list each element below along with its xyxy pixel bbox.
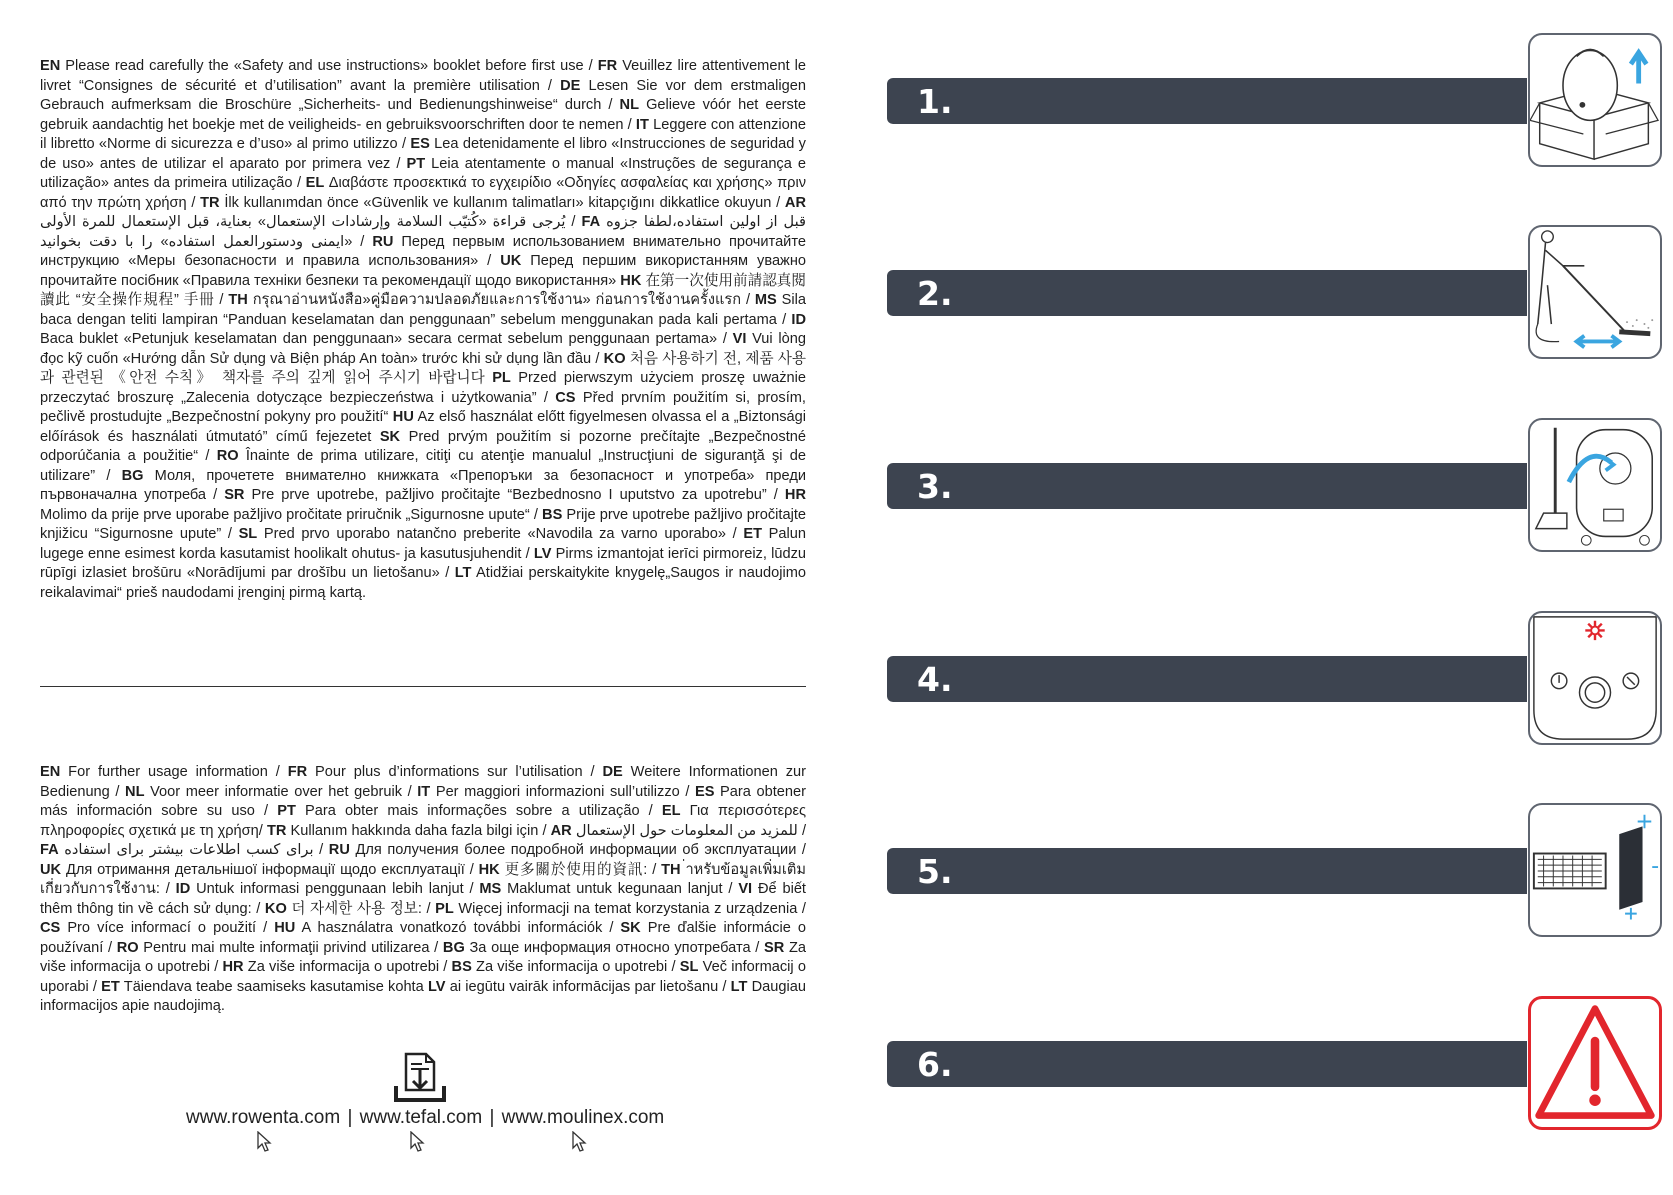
- language-code: RO: [216, 448, 239, 464]
- language-entry-ar: [551, 823, 806, 839]
- language-code: PL: [435, 900, 454, 917]
- language-code: SK: [379, 428, 401, 445]
- rowenta-link[interactable]: www.rowenta.com: [186, 1107, 341, 1128]
- language-text: Lea detenidamente el libro «Instrucciones de seguridad y de uso» antes de utilizar el aparato por primera vez /: [40, 136, 806, 172]
- language-entry-nl: [125, 784, 417, 800]
- language-code: BS: [451, 959, 472, 975]
- language-code: HK: [620, 272, 642, 289]
- language-text: Sila baca dengan teliti lampiran “Panduan keselamatan dan penggunaan” sebelum menggunakan pada kali pertama /: [40, 292, 806, 328]
- language-text: للمزيد من المعلومات حول الإستعمال /: [571, 822, 807, 839]
- language-code: BS: [542, 506, 563, 523]
- step-2-bar: [887, 270, 1527, 316]
- language-text: Înainte de prima utilizare, citiţi cu atenţie manualul „Instrucţiuni de siguranţă şi de utilizare” /: [40, 448, 806, 484]
- language-code: SR: [224, 487, 245, 503]
- language-text: Pirms izmantojat ierīci pirmoreiz, lūdzu rūpīgi izlasiet brošūru «Norādījumi par drošību un lietošanu» /: [40, 545, 806, 581]
- filter-cleaning-icon: [1528, 803, 1662, 937]
- language-code: ET: [101, 978, 120, 995]
- language-text: Atidžiai perskaitykite knygelę„Saugos ir naudojimo reikalavimai“ prieš naudodami įrenginį pirmą kartą.: [40, 565, 807, 601]
- language-text: Za više informacija o upotrebi /: [243, 959, 452, 975]
- language-text: Перед першим використанням уважно прочитайте посібник «Правила техніки безпеки та рекомендації щодо використання»: [40, 253, 806, 289]
- language-text: Untuk informasi penggunaan lebih lanjut /: [190, 881, 480, 897]
- language-code: EN: [40, 58, 61, 74]
- language-code: HU: [274, 920, 296, 936]
- language-code: ID: [175, 881, 191, 897]
- warning-triangle-icon: [1528, 996, 1662, 1130]
- language-code: FA: [581, 214, 601, 230]
- language-entry-hk: [479, 862, 662, 878]
- step-number: 4.: [917, 660, 953, 699]
- language-text: Vui lòng đọc kỹ cuốn «Hướng dẫn Sử dụng và Biện pháp An toàn» trước khi sử dụng lần đầu /: [40, 331, 806, 367]
- language-code: PT: [406, 155, 426, 172]
- language-code: UK: [500, 253, 522, 269]
- language-text: Για περισσότερες πληροφορίες σχετικά με τη χρήση/: [40, 803, 806, 839]
- language-code: EL: [305, 175, 325, 191]
- link-separator: |: [489, 1107, 495, 1128]
- language-text: Veuillez lire attentivement le livret “Consignes de sécurité et d’utilisation” avant la première utilisation /: [40, 58, 806, 94]
- language-code: VI: [738, 881, 753, 897]
- language-text: Więcej informacji na temat korzystania z urządzenia /: [453, 900, 806, 917]
- step-number: 3.: [917, 467, 953, 506]
- cursor-pointer-icon: [256, 1131, 272, 1153]
- language-code: BG: [121, 467, 144, 484]
- language-text: Za više informacija o upotrebi /: [40, 939, 806, 975]
- language-code: HR: [784, 487, 807, 503]
- language-code: FR: [287, 764, 308, 780]
- language-text: 처음 사용하기 전, 제품 사용과 관련된 《안전 수칙》 책자를 주의 깊게 읽어 주시기 바랍니다: [40, 350, 807, 386]
- language-entry-sr: [224, 487, 785, 503]
- language-text: Lesen Sie vor dem erstmaligen Gebrauch aufmerksam die Broschüre „Sicherheits- und Bedienungshinweise“ durch /: [40, 77, 806, 113]
- language-entry-bs: [452, 959, 680, 975]
- language-text: برای کسب اطلاعات بیشتر برای استفاده /: [58, 842, 329, 858]
- language-text: Para obter mais informações sobre a utilização /: [295, 803, 662, 819]
- language-text: Palun lugege enne esimest korda kasutamist hoolikalt ohutus- ja kasutusjuhendit /: [40, 526, 806, 562]
- language-code: BG: [442, 939, 465, 956]
- language-text: İlk kullanımdan önce «Güvenlik ve kullanım talimatları» kitapçığını dikkatlice okuyun /: [219, 194, 785, 211]
- language-entry-en: [40, 58, 598, 74]
- language-code: SK: [620, 920, 641, 936]
- language-text: Za više informacija o upotrebi /: [471, 959, 680, 975]
- language-code: CS: [555, 389, 576, 406]
- language-text: Διαβάστε προσεκτικά το εγχειρίδιο «Οδηγίες ασφαλείας και χρήσης» πριν από την πρώτη χρήση /: [40, 175, 806, 211]
- language-entry-th: [228, 292, 755, 308]
- language-text: Pre prve upotrebe, pažljivo pročitajte “Bezbednosno I uputstvo za upotrebu” /: [244, 487, 785, 503]
- language-code: CS: [40, 920, 61, 936]
- language-code: PT: [277, 803, 296, 819]
- language-code: LV: [533, 545, 552, 562]
- language-code: TR: [200, 194, 220, 211]
- step-5-bar: [887, 848, 1527, 894]
- language-code: NL: [619, 97, 639, 113]
- language-text: يُرجى قراءة «كُتيّب السلامة وإرشادات الإستعمال» بعناية، قبل الإستعمال للمرة الأولى /: [40, 214, 582, 230]
- language-entry-hu: [274, 920, 620, 936]
- language-code: RO: [116, 939, 139, 956]
- language-text: Pour plus d’informations sur l’utilisation /: [307, 764, 603, 780]
- language-code: NL: [125, 783, 145, 800]
- language-code: ID: [791, 311, 806, 328]
- language-text: Для получения более подробной информации об эксплуатации /: [349, 842, 806, 858]
- language-entry-pt: [277, 803, 662, 819]
- language-text: Leia atentamente o manual «Instruções de segurança e utilização» antes da primeira utilização /: [40, 155, 806, 191]
- language-code: VI: [732, 331, 747, 347]
- language-text: Daugiau informacijos apie naudojimą.: [40, 978, 806, 1014]
- language-code: LT: [454, 565, 472, 581]
- cursor-pointer-icon: [409, 1131, 425, 1153]
- language-code: HK: [478, 861, 500, 878]
- language-code: KO: [264, 900, 287, 917]
- language-entry-et: [101, 979, 428, 995]
- language-text: For further usage information /: [60, 764, 288, 780]
- language-text: Baca buklet «Petunjuk keselamatan dan penggunaan» secara cermat sebelum penggunaan pertama» /: [40, 331, 733, 347]
- language-code: PL: [492, 370, 511, 386]
- language-code: SL: [238, 526, 258, 542]
- language-entry-it: [417, 784, 695, 800]
- language-text: Před prvním použitím si, prosím, pečlivě prostudujte „Bezpečnostní pokyny pro použití“: [40, 389, 806, 425]
- tefal-link[interactable]: www.tefal.com: [359, 1107, 483, 1128]
- language-code: IT: [635, 116, 649, 133]
- language-text: 在第一次使用前請認真閱讀此 “安全操作規程” 手冊 /: [40, 272, 806, 308]
- language-code: TH: [661, 861, 681, 878]
- language-text: قبل از اولین استفاده،لطفا جزوه «ایمنی ودستورالعمل استفاده» را با دقت بخوانید /: [40, 214, 806, 250]
- language-text: Để biết thêm thông tin về cách sử dụng: /: [40, 881, 806, 917]
- language-text: Pro více informací o použití /: [60, 920, 275, 936]
- language-code: FA: [40, 842, 59, 858]
- language-code: LV: [427, 978, 446, 995]
- language-code: RU: [328, 842, 350, 858]
- language-text: Kullanım hakkında daha fazla bilgi için /: [286, 822, 551, 839]
- language-entry-lv: [428, 979, 731, 995]
- language-text: Перед первым использованием внимательно прочитайте инструкцию «Меры безопасности и правила использования» /: [40, 233, 806, 269]
- language-code: TH: [228, 292, 248, 308]
- language-text: Please read carefully the «Safety and use instructions» booklet before first use /: [60, 58, 598, 74]
- language-entry-en: [40, 764, 288, 780]
- vacuuming-person-icon: [1528, 225, 1662, 359]
- language-entry-uk: [40, 862, 479, 878]
- language-code: MS: [479, 881, 502, 897]
- language-entry-fr: [288, 764, 603, 780]
- language-entry-sl: [239, 526, 744, 542]
- language-code: EL: [661, 803, 681, 819]
- language-text: Az első használat előtt figyelmesen olvassa el a „Biztonsági előírások és használati útmutató” című fejezetet: [40, 409, 806, 445]
- website-links: [186, 1107, 686, 1129]
- step-3-bar: [887, 463, 1527, 509]
- language-code: LT: [730, 978, 748, 995]
- step-number: 6.: [917, 1045, 953, 1084]
- language-text: Gelieve vóór het eerste gebruik aandachtig het boekje met de veiligheids- en gebruiksvoorschriften door te nemen /: [40, 97, 806, 133]
- language-text: Pre ďalšie informácie o používaní /: [40, 920, 806, 956]
- language-entry-tr: [267, 823, 551, 839]
- language-text: Več informacij o uporabi /: [40, 959, 806, 995]
- language-entry-fa: [40, 842, 329, 858]
- language-text: Para obtener más información sobre su uso /: [40, 783, 806, 819]
- language-text: Molimo da prije prve uporabe pažljivo pročitate priručnik „Sigurnosne upute“ /: [40, 506, 543, 523]
- language-code: TR: [266, 822, 287, 839]
- language-text: Przed pierwszym użyciem proszę uważnie przeczytać broszurę „Zalecenia dotyczące bezpieczeństwa i użytkowania” /: [40, 370, 807, 406]
- moulinex-link[interactable]: www.moulinex.com: [501, 1107, 665, 1128]
- language-code: ET: [743, 526, 763, 542]
- language-text: Pentru mai multe informaţii privind utilizarea /: [138, 939, 443, 956]
- language-entry-ko: [265, 901, 435, 917]
- step-6-bar: [887, 1041, 1527, 1087]
- language-code: AR: [784, 194, 806, 211]
- usage-information-text: [40, 763, 806, 1017]
- language-entry-id: [176, 881, 480, 897]
- language-code: ES: [694, 783, 715, 800]
- language-entry-pl: [435, 901, 806, 917]
- cursor-pointer-icon: [571, 1131, 587, 1153]
- language-code: UK: [40, 861, 62, 878]
- hose-storage-icon: [1528, 418, 1662, 552]
- download-document-icon: [392, 1050, 448, 1108]
- step-4-bar: [887, 656, 1527, 702]
- link-separator: |: [347, 1107, 353, 1128]
- control-panel-icon: [1528, 611, 1662, 745]
- language-code: IT: [417, 783, 431, 800]
- language-text: Для отримання детальнішої інформації щодо експлуатації /: [61, 861, 479, 878]
- language-text: 更多關於使用的資訊: /: [499, 861, 662, 878]
- language-code: EN: [40, 764, 61, 780]
- language-text: Täiendava teabe saamiseks kasutamise kohta: [119, 978, 428, 995]
- language-code: DE: [560, 77, 581, 94]
- step-number: 5.: [917, 852, 953, 891]
- language-entry-ms: [479, 881, 738, 897]
- unboxing-vacuum-icon: [1528, 33, 1662, 167]
- language-text: กรุณาอ่านหนังสือ»คู่มือความปลอดภัยและการใช้งาน» ก่อนการใช้งานครั้งแรก /: [247, 292, 755, 308]
- language-text: Maklumat untuk kegunaan lanjut /: [501, 881, 739, 897]
- language-code: FR: [597, 58, 618, 74]
- language-text: Leggere con attenzione il libretto «Norme di sicurezza e d’uso» al primo utilizzo /: [40, 116, 806, 152]
- language-text: ่าหรับข้อมูลเพิ่มเติมเกี่ยวกับการใช้งาน: /: [40, 861, 806, 897]
- language-code: MS: [754, 292, 777, 308]
- language-code: DE: [602, 764, 623, 780]
- language-code: AR: [550, 822, 572, 839]
- language-text: Weitere Informationen zur Bedienung /: [40, 764, 806, 800]
- language-entry-ru: [329, 842, 806, 858]
- language-text: ai iegūtu vairāk informācijas par lietošanu /: [445, 978, 731, 995]
- language-code: HR: [222, 959, 244, 975]
- step-number: 2.: [917, 274, 953, 313]
- language-entry-ro: [117, 940, 443, 956]
- language-entry-tr: [200, 195, 785, 211]
- language-text: Prije prve upotrebe pažljivo pročitajte knjižicu “Sigurnosne upute” /: [40, 506, 806, 542]
- step-1-bar: [887, 78, 1527, 124]
- language-code: KO: [603, 350, 626, 367]
- step-number: 1.: [917, 82, 953, 121]
- language-text: Pred prvým použitím si pozorne prečítajte „Bezpečnostné odporúčania a použitie“ /: [40, 428, 806, 464]
- language-text: Моля, прочетете внимателно книжката «Препоръки за безопасност и употреба» преди първоначална употреба /: [40, 467, 806, 503]
- language-code: SL: [679, 959, 699, 975]
- language-text: Pred prvo uporabo natančno preberite «Navodila za varno uporabo» /: [257, 526, 744, 542]
- safety-instructions-text: [40, 57, 806, 603]
- language-text: 더 자세한 사용 정보: /: [286, 900, 436, 917]
- section-divider: [40, 686, 806, 687]
- language-text: Voor meer informatie over het gebruik /: [144, 783, 418, 800]
- language-code: ES: [410, 136, 430, 152]
- language-text: A használatra vonatkozó további információk /: [295, 920, 621, 936]
- language-text: Per maggiori informazioni sull’utilizzo /: [430, 783, 695, 800]
- language-code: SR: [764, 939, 785, 956]
- language-code: HU: [392, 409, 414, 425]
- language-entry-bg: [443, 940, 764, 956]
- language-text: За още информация относно употребата /: [464, 939, 764, 956]
- language-entry-cs: [40, 920, 274, 936]
- language-entry-hr: [223, 959, 452, 975]
- language-code: RU: [372, 233, 394, 250]
